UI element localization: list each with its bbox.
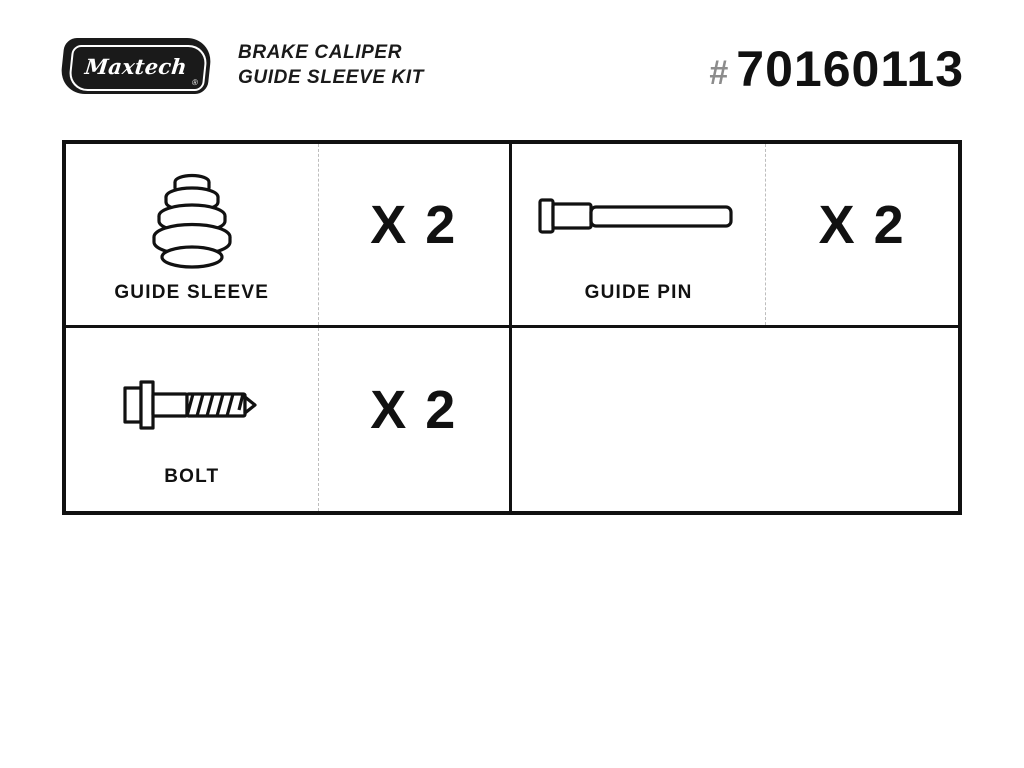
hash-icon: # [709, 53, 729, 92]
page-header [0, 0, 1024, 130]
title-line-1: BRAKE CALIPER [238, 42, 403, 63]
part-quantity [766, 328, 958, 512]
part-figure-empty [512, 328, 766, 512]
part-figure-bolt [66, 328, 319, 512]
part-quantity: X 2 [370, 380, 458, 441]
empty-placeholder-icon [512, 350, 766, 460]
brand-logo [62, 38, 210, 94]
table-cell-guide-sleeve [66, 144, 512, 328]
table-cell-guide-pin [512, 144, 958, 328]
title-line-2: GUIDE SLEEVE KIT [238, 67, 424, 88]
part-figure-guide-pin [512, 144, 766, 325]
rubber-boot-guide-sleeve-icon [66, 166, 318, 276]
part-label: BOLT [164, 465, 220, 487]
part-quantity: X 2 [370, 195, 458, 256]
part-quantity: X 2 [818, 195, 906, 256]
table-cell-empty [512, 328, 958, 512]
part-label: GUIDE PIN [584, 282, 693, 303]
guide-pin-icon [512, 166, 765, 276]
registered-mark: ® [191, 78, 199, 87]
part-figure-guide-sleeve [66, 144, 319, 325]
page-title [238, 40, 618, 90]
kit-contents-table [62, 140, 962, 515]
table-cell-bolt [66, 328, 512, 512]
bolt-icon [66, 350, 318, 460]
logo-text: Maxtech [83, 53, 189, 79]
part-number-value: 70160113 [736, 41, 964, 97]
part-number-block [709, 40, 964, 98]
part-label: GUIDE SLEEVE [114, 282, 270, 303]
